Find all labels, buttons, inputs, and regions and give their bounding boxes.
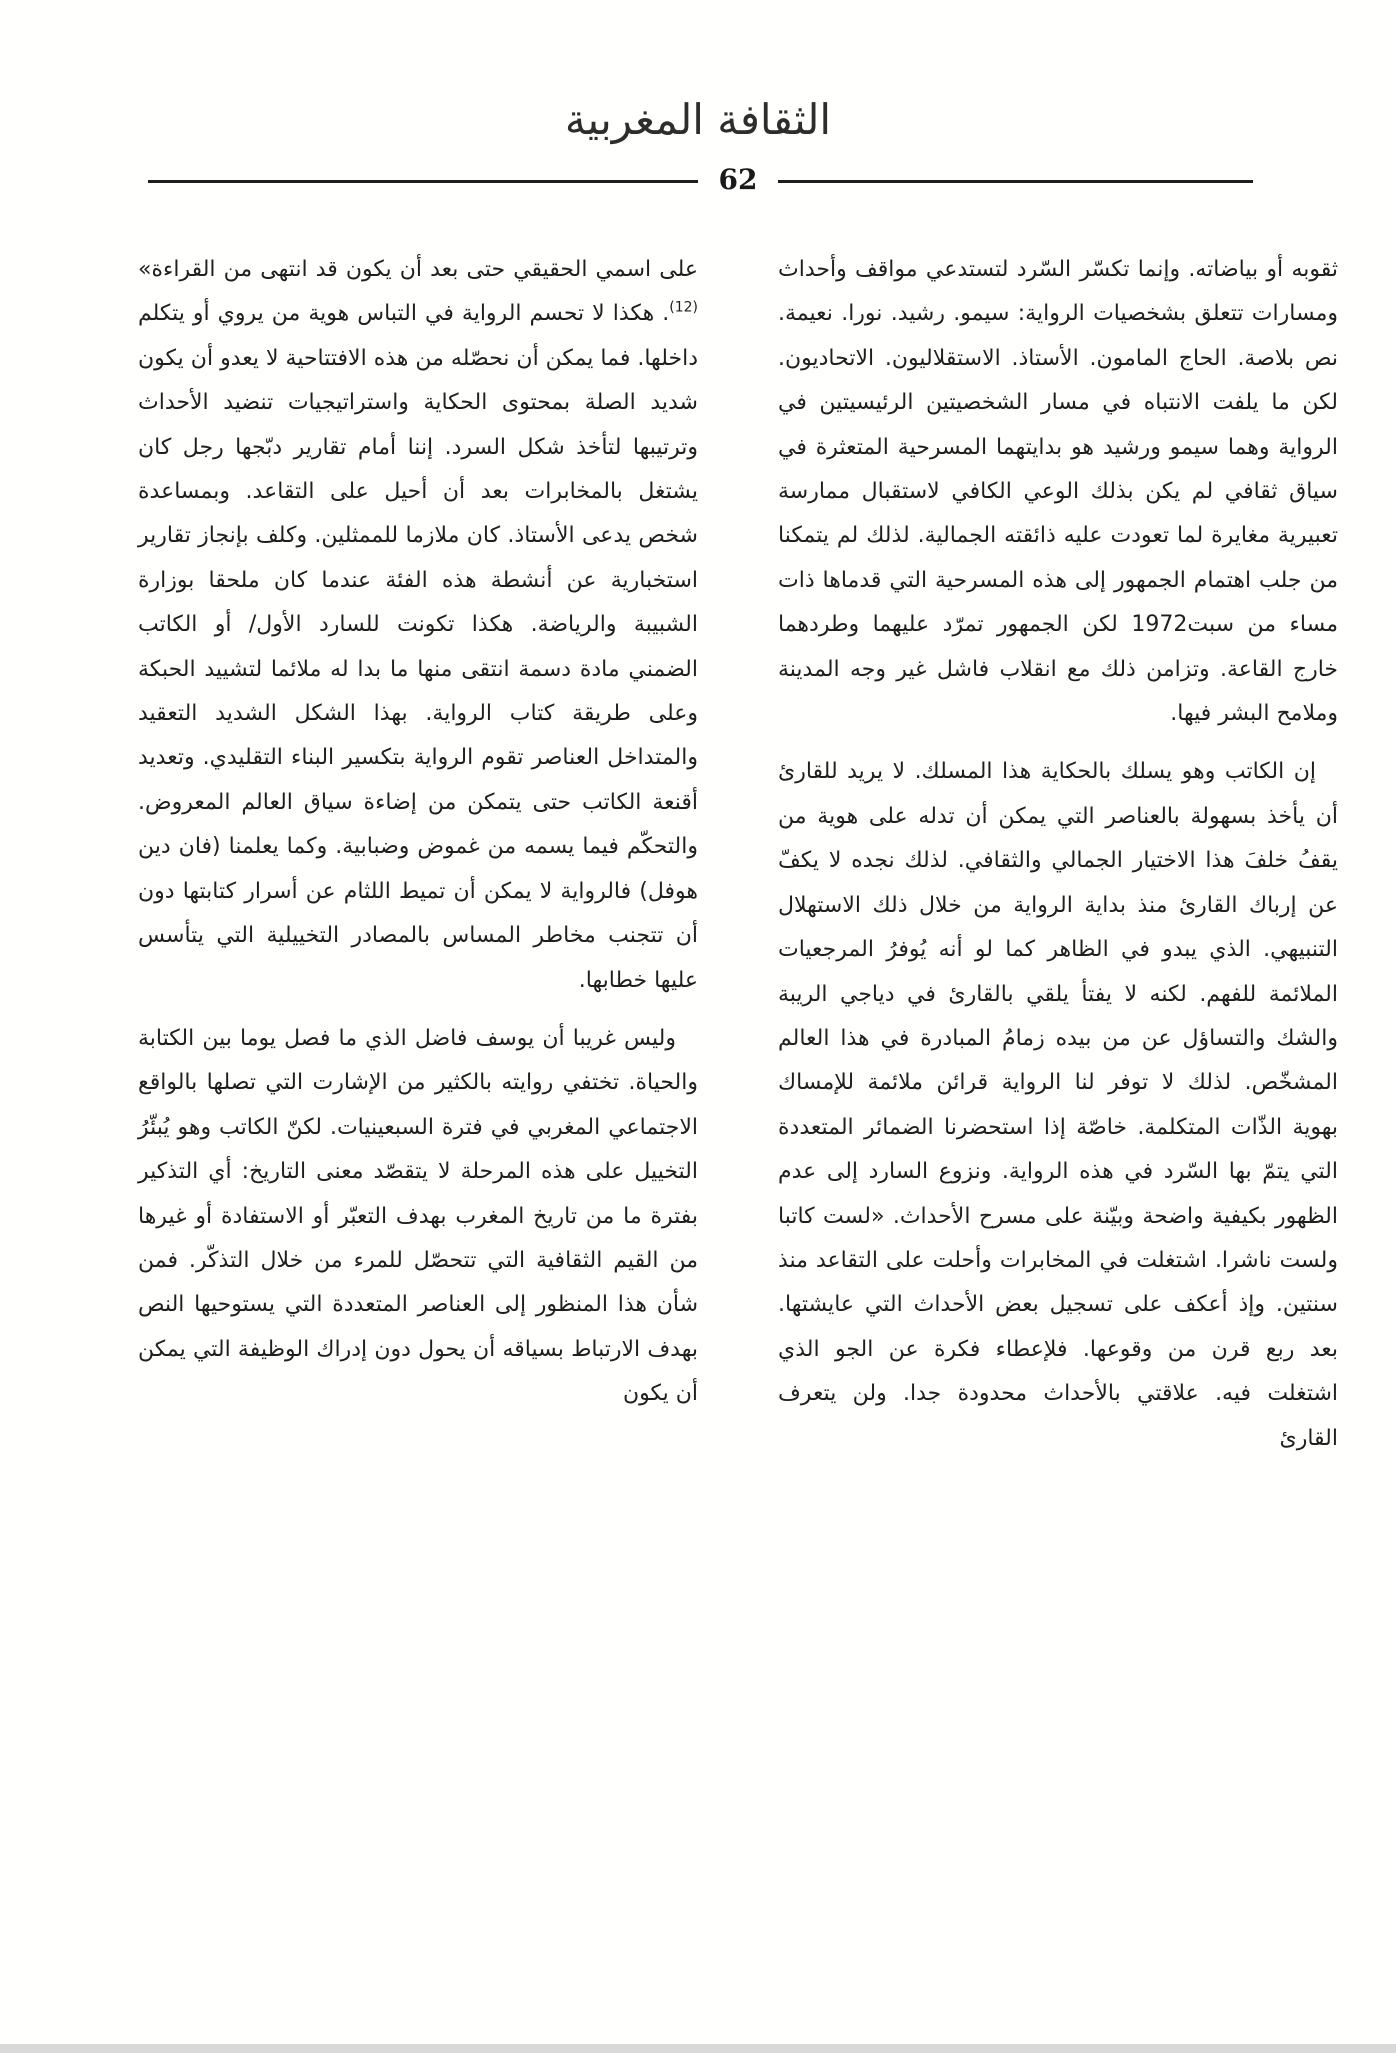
- right-text-column: [778, 248, 1338, 1461]
- left-paragraph-1: [138, 248, 698, 1003]
- journal-title: الثقافة المغربية: [564, 95, 832, 144]
- footnote-reference: (12): [669, 300, 698, 317]
- left-paragraph-1-rest: . هكذا لا تحسم الرواية في التباس هوية من يروي أو يتكلم داخلها. فما يمكن أن نحصّله من هذه الافتتاحية لا يعدو أن يكون شديد الصلة بمحتوى الحكاية واستراتيجيات تنضيد الأحداث وترتيبها لتأخذ شكل السرد. إننا أمام تقارير دبّجها رجل كان يشتغل بالمخابرات بعد أن أحيل على التقاعد. وبمساعدة شخص يدعى الأستاذ. كان ملازما للممثلين. وكلف بإنجاز تقارير استخبارية عن أنشطة هذه الفئة عندما كان ملحقا بوزارة الشبيبة والرياضة. هكذا تكونت للسارد الأول/ أو الكاتب الضمني مادة دسمة انتقى منها ما بدا له ملائما لتشييد الحبكة وعلى طريقة كتاب الرواية. بهذا الشكل الشديد التعقيد والمتداخل العناصر تقوم الرواية بتكسير البناء التقليدي. وتعديد أقنعة الكاتب حتى يتمكن من إضاءة سياق العالم المعروض. والتحكّم فيما يسمه من غموض وضبابية. وكما يعلمنا (فان دين هوفل) فالرواية لا يمكن أن تميط اللثام عن أسرار كتابتها دون أن تتجنب مخاطر المساس بالمصادر التخييلية التي يتأسس عليها خطابها.: [138, 301, 698, 993]
- left-paragraph-2: وليس غريبا أن يوسف فاضل الذي ما فصل يوما بين الكتابة والحياة. تختفي روايته بالكثير من الإشارت التي تصلها بالواقع الاجتماعي المغربي في فترة السبعينيات. لكنّ الكاتب وهو يُبئّرُ التخييل على هذه المرحلة لا يتقصّد معنى التاريخ: أي التذكير بفترة ما من تاريخ المغرب بهدف التعبّر أو الاستفادة أو غيرها من القيم الثقافية التي تتحصّل للمرء من خلال التذكّر. فمن شأن هذا المنظور إلى العناصر المتعددة التي يستوحيها النص بهدف الارتباط بسياقه أن يحول دون إدراك الوظيفة التي يمكن أن يكون: [138, 1025, 698, 1407]
- left-paragraph-1-start: على اسمي الحقيقي حتى بعد أن يكون قد انتهى من القراءة»: [138, 257, 698, 282]
- page-number: 62: [718, 163, 758, 196]
- right-paragraph-1: ثقوبه أو بياضاته. وإنما تكسّر السّرد لتستدعي مواقف وأحداث ومسارات تتعلق بشخصيات الرواية: سيمو. رشيد. نورا. نعيمة. نص بلاصة. الحاج المامون. الأستاذ. الاستقلاليون. الاتحاديون. لكن ما يلفت الانتباه في مسار الشخصيتين الرئيسيتين في الرواية وهما سيمو ورشيد هو بدايتهما المسرحية المتعثرة في سياق ثقافي لم يكن بذلك الوعي الكافي لاستقبال ممارسة تعبيرية مغايرة لما تعودت عليه ذائقته الجمالية. لذلك لم يتمكنا من جلب اهتمام الجمهور إلى هذه المسرحية التي قدماها ذات مساء من سبت1972 لكن الجمهور تمرّد عليهما وطردهما خارج القاعة. وتزامن ذلك مع انقلاب فاشل غير وجه المدينة وملامح البشر فيها.: [778, 257, 1338, 727]
- header-rule-left: [148, 180, 698, 183]
- paragraph-gap: [778, 736, 1338, 750]
- header-rule-right: [778, 180, 1253, 183]
- right-paragraph-2: إن الكاتب وهو يسلك بالحكاية هذا المسلك. لا يريد للقارئ أن يأخذ بسهولة بالعناصر التي يمكن أن تدله على هوية من يقفُ خلفَ هذا الاختيار الجمالي والثقافي. لذلك نجده لا يكفّ عن إرباك القارئ منذ بداية الرواية من خلال ذلك الاستهلال التنبيهي. الذي يبدو في الظاهر كما لو أنه يُوفرُ المرجعيات الملائمة للفهم. لكنه لا يفتأ يلقي بالقارئ في دياجي الريبة والشك والتساؤل عن من بيده زمامُ المبادرة في هذا العالم المشخّص. لذلك لا توفر لنا الرواية قرائن ملائمة للإمساك بهوية الذّات المتكلمة. خاصّة إذا استحضرنا الضمائر المتعددة التي يتمّ بها السّرد في هذه الرواية. ونزوع السارد إلى عدم الظهور بكيفية واضحة وبيّنة على مسرح الأحداث. «لست كاتبا ولست ناشرا. اشتغلت في المخابرات وأحلت على التقاعد منذ سنتين. وإذ أعكف على تسجيل بعض الأحداث التي عايشتها. بعد ربع قرن من وقوعها. فلإعطاء فكرة عن الجو الذي اشتغلت فيه. علاقتي بالأحداث محدودة جدا. ولن يتعرف القارئ: [778, 759, 1338, 1451]
- left-text-column: [138, 248, 698, 1417]
- paragraph-gap: [138, 1003, 698, 1017]
- scan-bottom-edge: [0, 2044, 1396, 2053]
